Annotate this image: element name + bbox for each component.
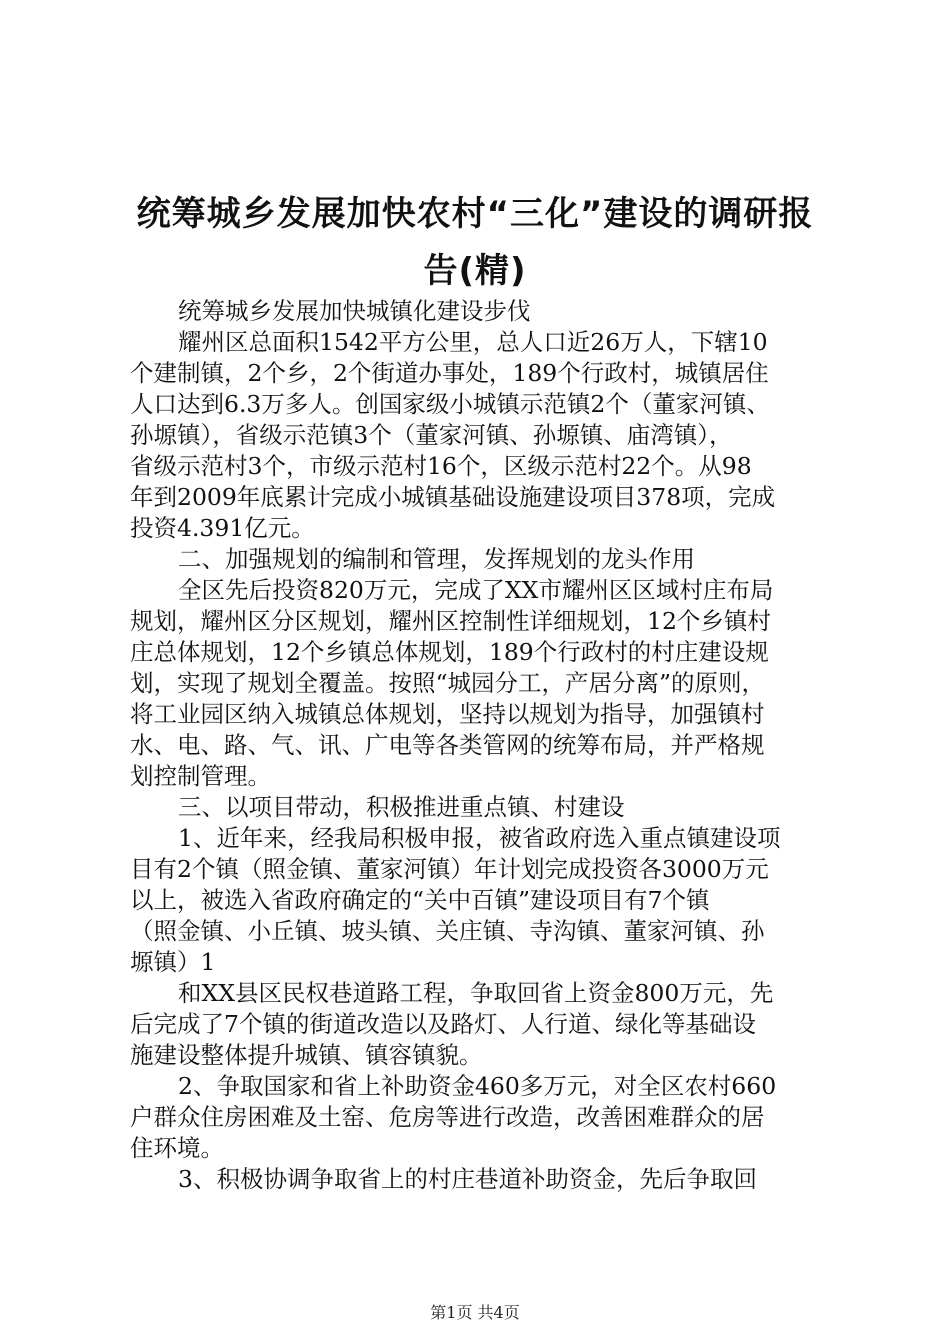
paragraph-line: 耀州区总面积1542平方公里，总人口近26万人，下辖10	[178, 328, 768, 356]
paragraph-line: 年到2009年底累计完成小城镇基础设施建设项目378项，完成	[130, 483, 776, 511]
paragraph-line: 人口达到6.3万多人。创国家级小城镇示范镇2个（董家河镇、	[130, 390, 770, 418]
paragraph-line: （照金镇、小丘镇、坡头镇、关庄镇、寺沟镇、董家河镇、孙	[130, 917, 765, 945]
paragraph-line: 个建制镇，2个乡，2个街道办事处，189个行政村，城镇居住	[130, 359, 769, 387]
document-body	[130, 296, 830, 1195]
paragraph-line: 后完成了7个镇的街道改造以及路灯、人行道、绿化等基础设	[130, 1010, 756, 1038]
paragraph-line: 3、积极协调争取省上的村庄巷道补助资金，先后争取回	[178, 1165, 757, 1193]
paragraph-line: 投资4.391亿元。	[130, 514, 315, 542]
document-title-line-1: 统筹城乡发展加快农村“三化”建设的调研报	[136, 194, 814, 234]
paragraph-line: 住环境。	[130, 1134, 224, 1162]
document-title-line-2: 告(精)	[423, 251, 527, 291]
paragraph-line: 2、争取国家和省上补助资金460多万元，对全区农村660	[178, 1072, 777, 1100]
paragraph-line: 划控制管理。	[130, 762, 271, 790]
paragraph-line: 以上，被选入省政府确定的“关中百镇”建设项目有7个镇	[130, 886, 710, 914]
paragraph-line: 塬镇）1	[130, 948, 216, 976]
paragraph-line: 目有2个镇（照金镇、董家河镇）年计划完成投资各3000万元	[130, 855, 769, 883]
paragraph-line: 全区先后投资820万元，完成了XX市耀州区区域村庄布局	[178, 576, 774, 604]
paragraph-line: 庄总体规划，12个乡镇总体规划，189个行政村的村庄建设规	[130, 638, 769, 666]
paragraph-line: 规划，耀州区分区规划，耀州区控制性详细规划，12个乡镇村	[130, 607, 771, 635]
paragraph-line: 划，实现了规划全覆盖。按照“城园分工，产居分离”的原则，	[130, 669, 766, 697]
paragraph-heading: 统筹城乡发展加快城镇化建设步伐	[178, 297, 531, 325]
paragraph-line: 省级示范村3个，市级示范村16个，区级示范村22个。从98	[130, 452, 752, 480]
paragraph-line: 施建设整体提升城镇、镇容镇貌。	[130, 1041, 483, 1069]
paragraph-line: 水、电、路、气、讯、广电等各类管网的统筹布局，并严格规	[130, 731, 765, 759]
section-heading: 三、以项目带动，积极推进重点镇、村建设	[178, 793, 625, 821]
paragraph-line: 1、近年来，经我局积极申报，被省政府选入重点镇建设项	[178, 824, 781, 852]
section-heading: 二、加强规划的编制和管理，发挥规划的龙头作用	[178, 545, 695, 573]
paragraph-line: 和XX县区民权巷道路工程，争取回省上资金800万元，先	[178, 979, 774, 1007]
paragraph-line: 孙塬镇），省级示范镇3个（董家河镇、孙塬镇、庙湾镇），	[130, 421, 733, 449]
paragraph-line: 户群众住房困难及土窑、危房等进行改造，改善困难群众的居	[130, 1103, 765, 1131]
paragraph-line: 将工业园区纳入城镇总体规划，坚持以规划为指导，加强镇村	[130, 700, 765, 728]
page-footer: 第1页 共4页	[430, 1303, 520, 1322]
